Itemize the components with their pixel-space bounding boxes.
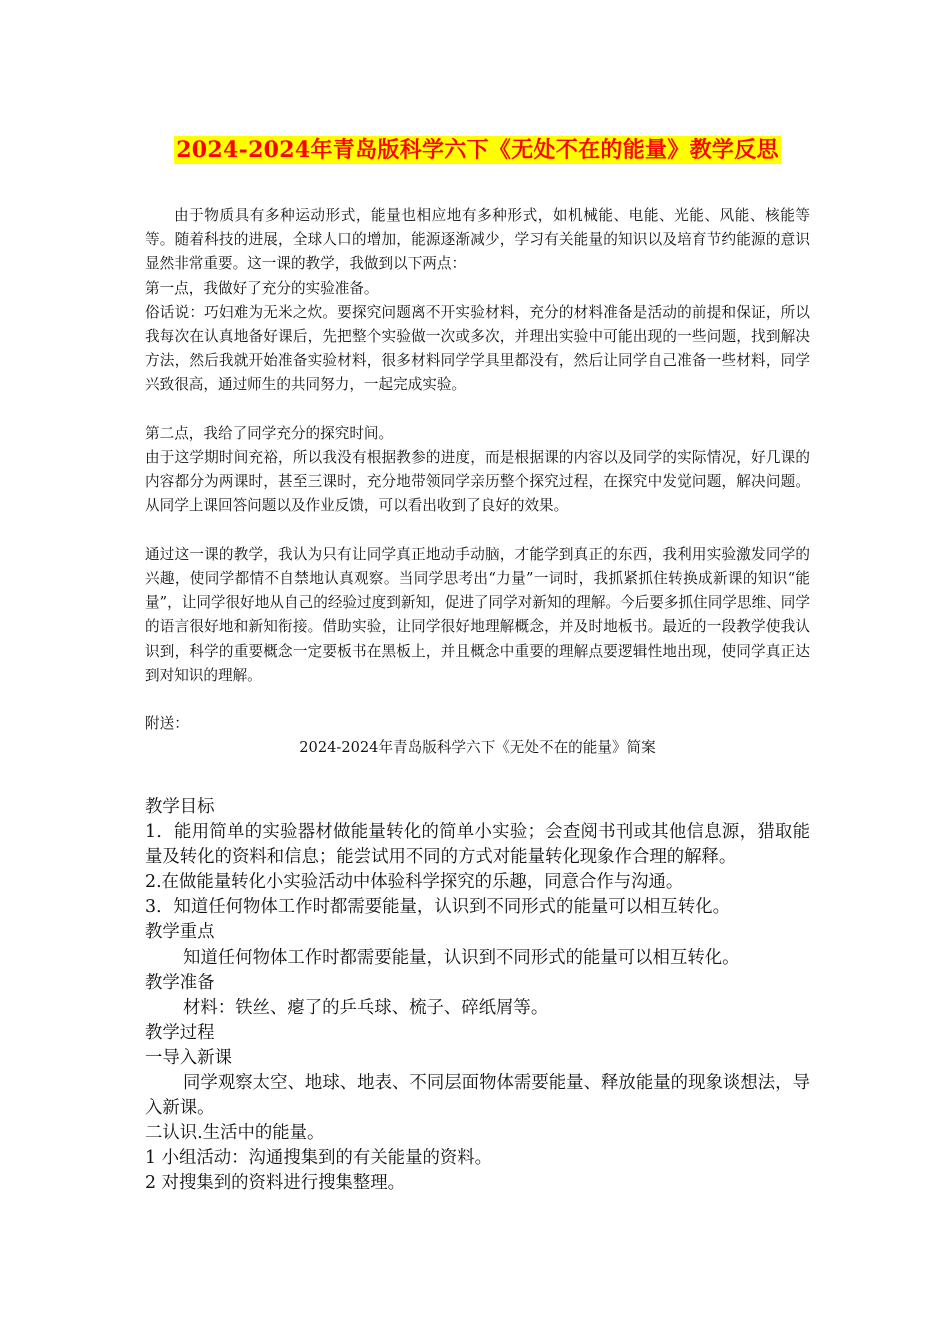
goal-item-1: 1．能用简单的实验器材做能量转化的简单小实验；会查阅书刊或其他信息源，猎取能量及转化的资料和信息；能尝试用不同的方式对能量转化现象作合理的解释。 xyxy=(145,822,810,868)
step1-text: 同学观察太空、地球、地表、不同层面物体需要能量、释放能量的现象谈想法，导入新课。 xyxy=(145,1073,810,1119)
lesson-plan-title: 2024-2024年青岛版科学六下《无处不在的能量》简案 xyxy=(299,739,656,757)
goal-item-2: 2.在做能量转化小实验活动中体验科学探究的乐趣，同意合作与沟通。 xyxy=(145,872,684,893)
preparation-text: 材料：铁丝、瘪了的乒乓球、梳子、碎纸屑等。 xyxy=(183,997,549,1018)
point2-heading: 第二点，我给了同学充分的探究时间。 xyxy=(145,424,394,442)
point1-body: 俗话说：巧妇难为无米之炊。要探究问题离不开实验材料，充分的材料准备是活动的前提和保证，所以我每次在认真地备好课后，先把整个实验做一次或多次，并理出实验中可能出现的一些问题，找到解决方法，然后我就开始准备实验材料，很多材料同学学具里都没有，然后让同学自己准备一些材料，同学兴致很高，通过师生的共同努力，一起完成实验。 xyxy=(145,303,810,394)
process-heading: 教学过程 xyxy=(145,1022,215,1043)
paragraph-spacer xyxy=(145,398,810,422)
step1-heading: 一导入新课 xyxy=(145,1047,232,1068)
step2-item-1: 1 小组活动：沟通搜集到的有关能量的资料。 xyxy=(145,1148,493,1169)
preparation-heading: 教学准备 xyxy=(145,972,215,993)
key-points-heading: 教学重点 xyxy=(145,922,215,943)
step2-heading: 二认识.生活中的能量。 xyxy=(145,1123,325,1144)
document-title: 2024-2024年青岛版科学六下《无处不在的能量》教学反思 xyxy=(176,137,779,163)
reflection-section xyxy=(145,204,810,761)
key-points-text: 知道任何物体工作时都需要能量，认识到不同形式的能量可以相互转化。 xyxy=(183,947,740,968)
paragraph-spacer xyxy=(145,519,810,543)
appendix-label: 附送： xyxy=(145,715,189,733)
goals-heading: 教学目标 xyxy=(145,797,215,817)
summary-paragraph: 通过这一课的教学，我认为只有让同学真正地动手动脑，才能学到真正的东西，我利用实验激发同学的兴趣，使同学都情不自禁地认真观察。当同学思考出“力量”一词时，我抓紧抓住转换成新课的知识“能量”，让同学很好地从自己的经验过度到新知，促进了同学对新知的理解。今后要多抓住同学思维、同学的语言很好地和新知衔接。借助实验，让同学很好地理解概念，并及时地板书。最近的一段教学使我认识到，科学的重要概念一定要板书在黑板上，并且概念中重要的理解点要逻辑性地出现，使同学真正达到对知识的理解。 xyxy=(145,545,810,684)
intro-paragraph: 由于物质具有多种运动形式，能量也相应地有多种形式，如机械能、电能、光能、风能、核能等等。随着科技的进展，全球人口的增加，能源逐渐减少，学习有关能量的知识以及培育节约能源的意识显然非常重要。这一课的教学，我做到以下两点： xyxy=(145,207,810,273)
lesson-plan-section xyxy=(145,795,810,1197)
point1-heading: 第一点，我做好了充分的实验准备。 xyxy=(145,279,379,297)
step2-item-2: 2 对搜集到的资料进行搜集整理。 xyxy=(145,1173,406,1194)
title-block xyxy=(145,136,810,164)
point2-body: 由于这学期时间充裕，所以我没有根据教参的进度，而是根据课的内容以及同学的实际情况，好几课的内容都分为两课时，甚至三课时，充分地带领同学亲历整个探究过程，在探究中发觉问题，解决问题。从同学上课回答问题以及作业反馈，可以看出收到了良好的效果。 xyxy=(145,449,810,515)
goal-item-3: 3．知道任何物体工作时都需要能量，认识到不同形式的能量可以相互转化。 xyxy=(145,897,730,918)
paragraph-spacer xyxy=(145,688,810,712)
